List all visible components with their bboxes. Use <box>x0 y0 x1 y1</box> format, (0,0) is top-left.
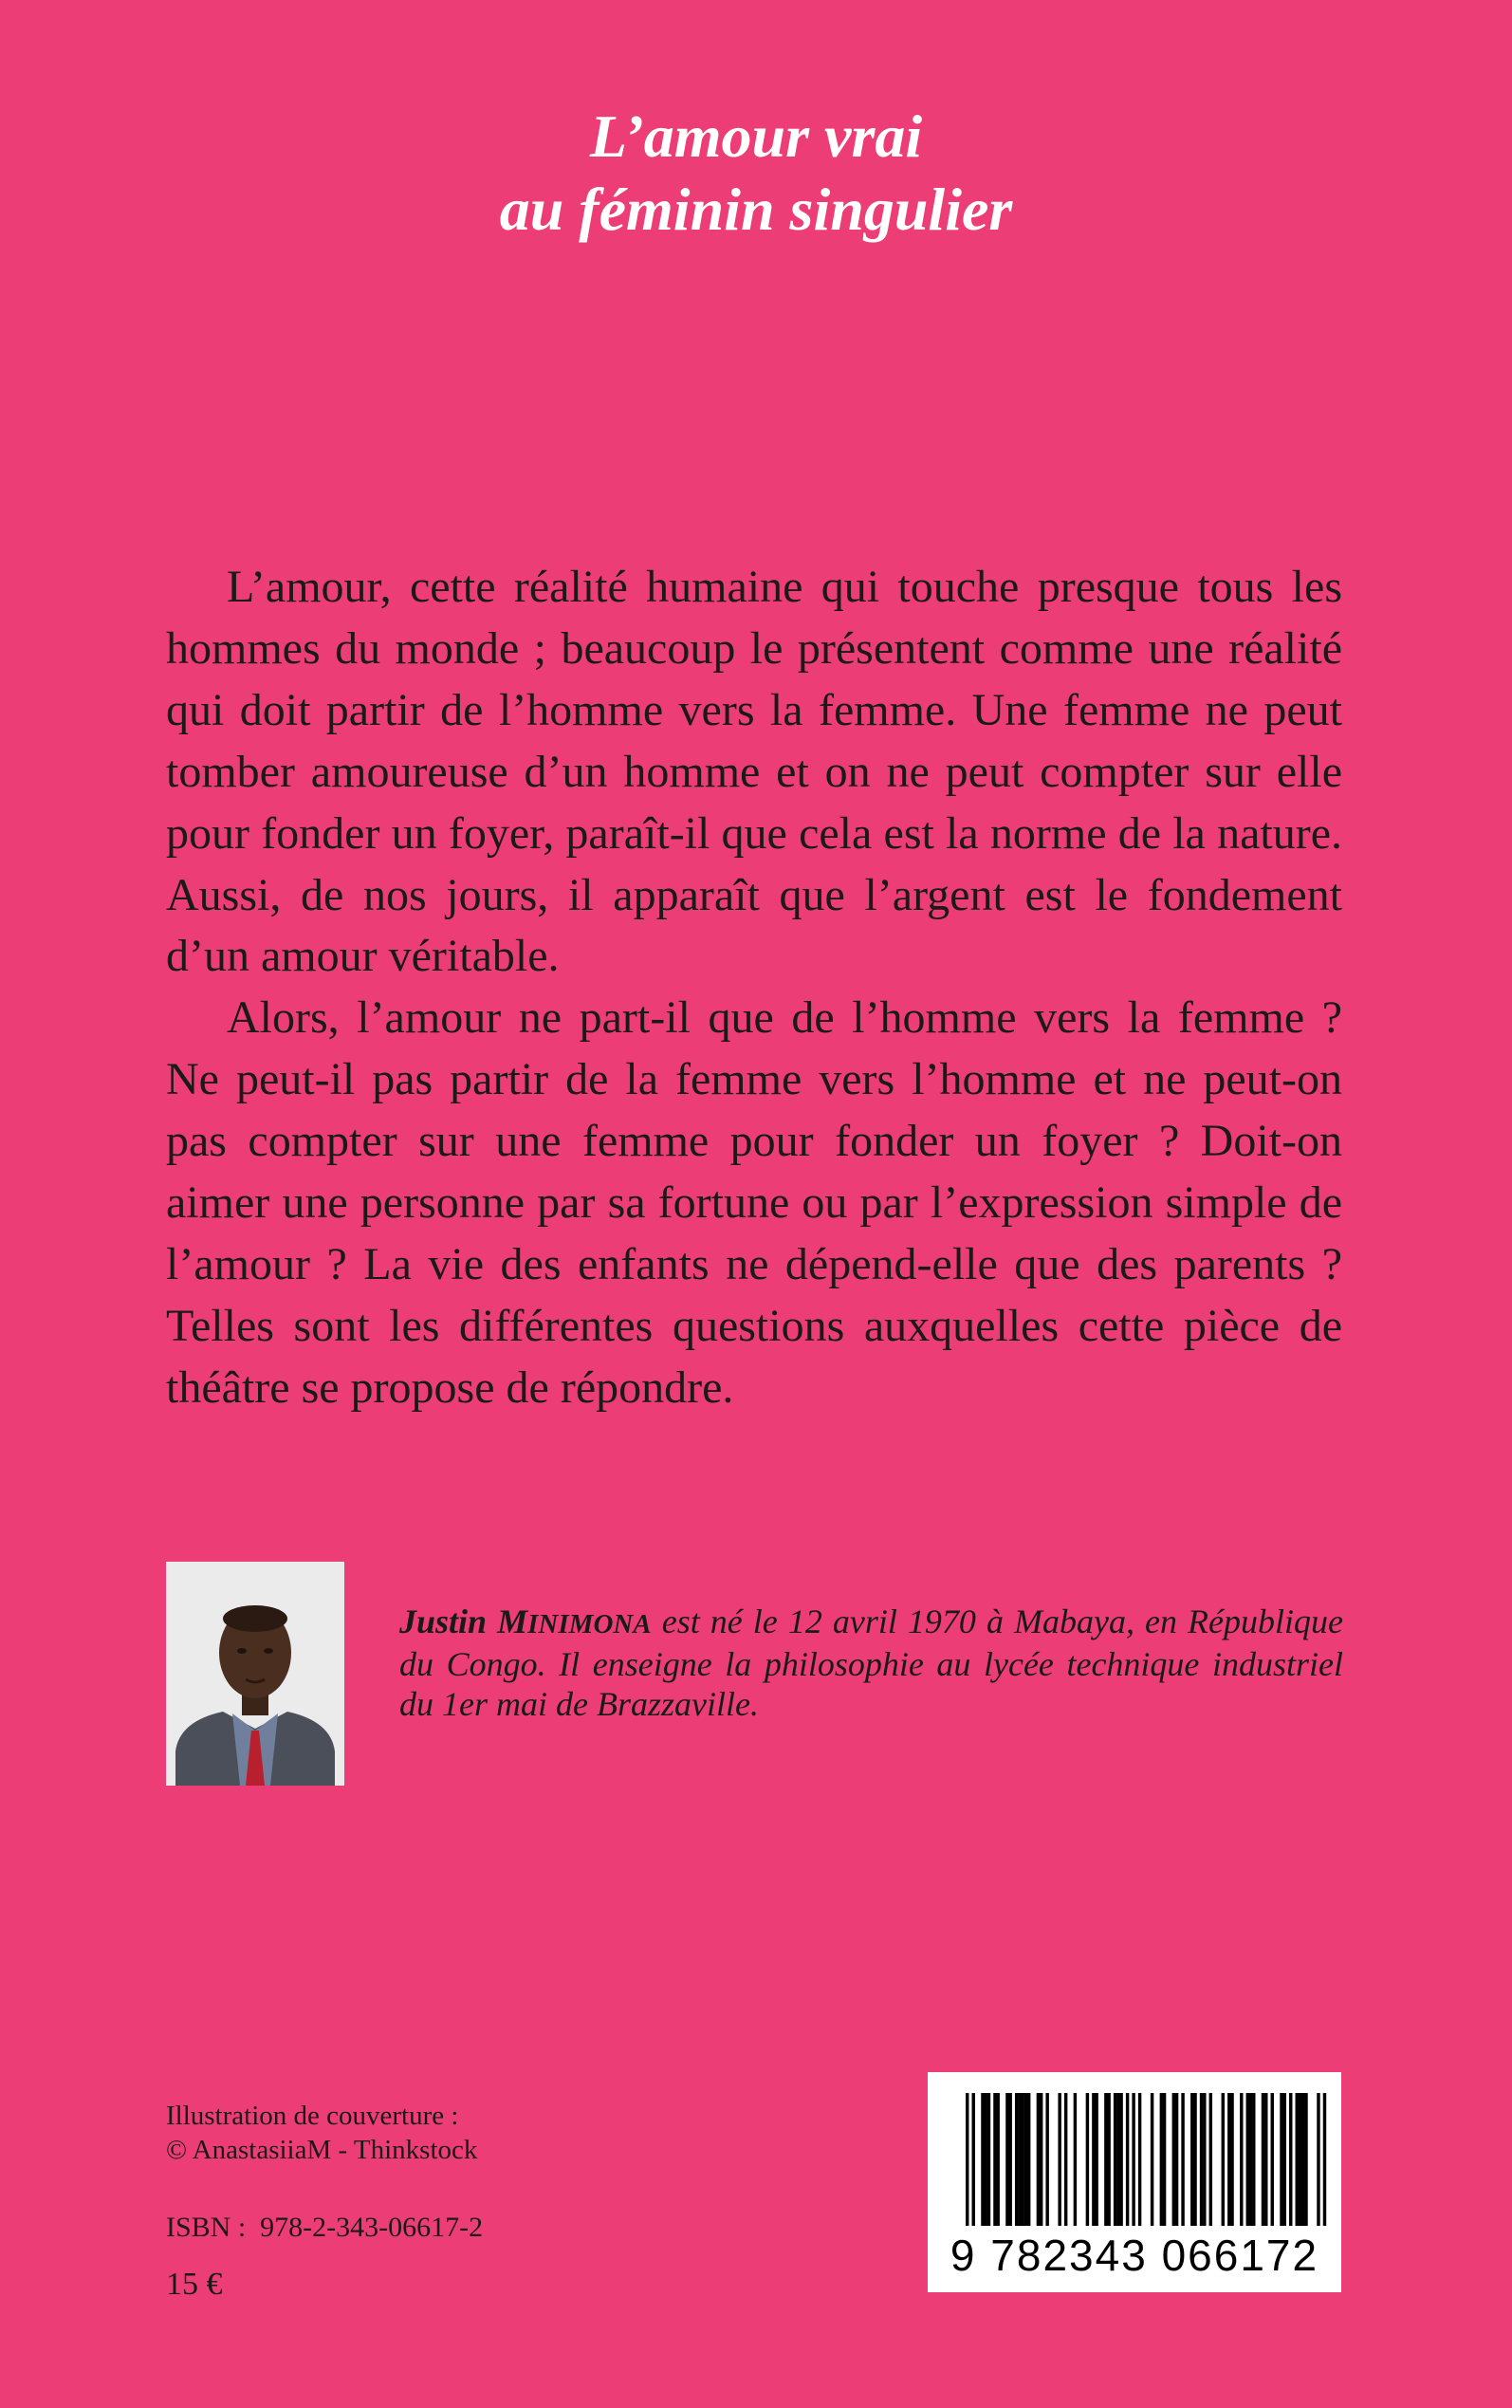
barcode-bar <box>1304 2093 1307 2226</box>
barcode-bar <box>1172 2093 1175 2226</box>
barcode-bar <box>1064 2093 1067 2226</box>
credit-line-1: Illustration de couverture : <box>166 2101 459 2131</box>
barcode-bar <box>1086 2093 1089 2226</box>
barcode-bar <box>1264 2093 1267 2226</box>
barcode-bar <box>1249 2093 1252 2226</box>
barcode-bar <box>1092 2093 1095 2226</box>
barcode-bar <box>972 2093 975 2226</box>
barcode-bar <box>1200 2093 1203 2226</box>
barcode-bar <box>1027 2093 1030 2226</box>
barcode-bar <box>1252 2093 1255 2226</box>
price: 15 € <box>166 2267 223 2302</box>
barcode-bar <box>1005 2093 1008 2226</box>
barcode-bar <box>1024 2093 1027 2226</box>
barcode-bar <box>1119 2093 1122 2226</box>
barcode-bar <box>1227 2093 1230 2226</box>
credit-line-2: © AnastasiiaM - Thinkstock <box>166 2135 478 2165</box>
summary-paragraph-1: L’amour, cette réalité humaine qui touche presque tous les hommes du monde ; beaucoup le présentent comme une réalité qui doit partir de l’homme vers la femme. Une femme ne peut tomber amoureuse d’un homme et on ne peut compter sur elle pour fonder un foyer, paraît-il que cela est la norme de la nature. Aussi, de nos jours, il apparaît que l’argent est le fondement d’un amour véritable. <box>166 562 1342 982</box>
barcode-bar <box>1230 2093 1233 2226</box>
barcode-bar <box>1058 2093 1060 2226</box>
barcode-bar <box>1181 2093 1184 2226</box>
barcode-bar <box>1045 2093 1048 2226</box>
author-name: Justin MINIMONA <box>399 1602 652 1640</box>
barcode-bar <box>1138 2093 1141 2226</box>
title-line-2: au féminin singulier <box>499 176 1013 243</box>
barcode-bar <box>1126 2093 1129 2226</box>
barcode-bar <box>1193 2093 1196 2226</box>
barcode-bar <box>1301 2093 1304 2226</box>
barcode-bar <box>1160 2093 1163 2226</box>
cover-credit <box>166 2099 477 2167</box>
barcode-bar <box>1018 2093 1021 2226</box>
author-bio-text: est né le 12 avril 1970 à Mabaya, en République du Congo. Il enseigne la philosophie au lycée technique industriel du 1er mai de Brazzaville. <box>399 1602 1344 1723</box>
barcode-digits: 9 782343 066172 <box>950 2231 1319 2280</box>
book-title <box>0 100 1512 246</box>
author-photo <box>166 1562 344 1786</box>
barcode-bar <box>1271 2093 1274 2226</box>
title-line-1: L’amour vrai <box>589 102 923 170</box>
barcode-bar <box>1175 2093 1178 2226</box>
barcode-bar <box>984 2093 986 2226</box>
barcode-bar <box>987 2093 990 2226</box>
barcode-bar <box>1190 2093 1193 2226</box>
barcode-bar <box>1299 2093 1301 2226</box>
barcode-bar <box>1116 2093 1119 2226</box>
barcode-bar <box>1008 2093 1011 2226</box>
barcode-bar <box>1289 2093 1292 2226</box>
barcode-bar <box>1296 2093 1299 2226</box>
barcode-bar <box>1037 2093 1040 2226</box>
barcode-bar <box>1151 2093 1153 2226</box>
barcode-bar <box>1132 2093 1134 2226</box>
barcode-bar <box>1222 2093 1225 2226</box>
barcode-bar <box>1040 2093 1042 2226</box>
barcode-bar <box>966 2093 968 2226</box>
summary-paragraph-2: Alors, l’amour ne part-il que de l’homme vers la femme ? Ne peut-il pas partir de la femme vers l’homme et ne peut-on pas compter sur une femme pour fonder un foyer ? Doit-on aimer une personne par sa fortune ou par l’expression simple de l’amour ? La vie des enfants ne dépend-elle que des parents ? Telles sont les différentes questions auxquelles cette pièce de théâtre se propose de répondre. <box>166 992 1342 1413</box>
summary-text <box>166 557 1342 1419</box>
barcode-bar <box>1317 2093 1319 2226</box>
barcode-bar <box>1283 2093 1286 2226</box>
barcode-bar <box>981 2093 984 2226</box>
barcode-bar <box>996 2093 999 2226</box>
barcode-bar <box>1074 2093 1077 2226</box>
barcode-bar <box>1203 2093 1206 2226</box>
barcode-bar <box>1163 2093 1166 2226</box>
isbn: ISBN : 978-2-343-06617-2 <box>166 2212 484 2243</box>
barcode-bar <box>1095 2093 1097 2226</box>
barcode-bar <box>1209 2093 1212 2226</box>
barcode-bar <box>1107 2093 1110 2226</box>
author-bio <box>399 1602 1343 1724</box>
barcode-bar <box>1280 2093 1282 2226</box>
barcode-bar <box>1104 2093 1107 2226</box>
barcode-bar <box>1246 2093 1249 2226</box>
barcode-bar <box>1262 2093 1264 2226</box>
barcode-bar <box>1240 2093 1243 2226</box>
barcode-bar <box>1114 2093 1116 2226</box>
barcode <box>928 2072 1341 2292</box>
barcode-bar <box>1021 2093 1023 2226</box>
barcode-bar <box>1323 2093 1326 2226</box>
barcode-bar <box>1015 2093 1018 2226</box>
barcode-bar <box>993 2093 996 2226</box>
